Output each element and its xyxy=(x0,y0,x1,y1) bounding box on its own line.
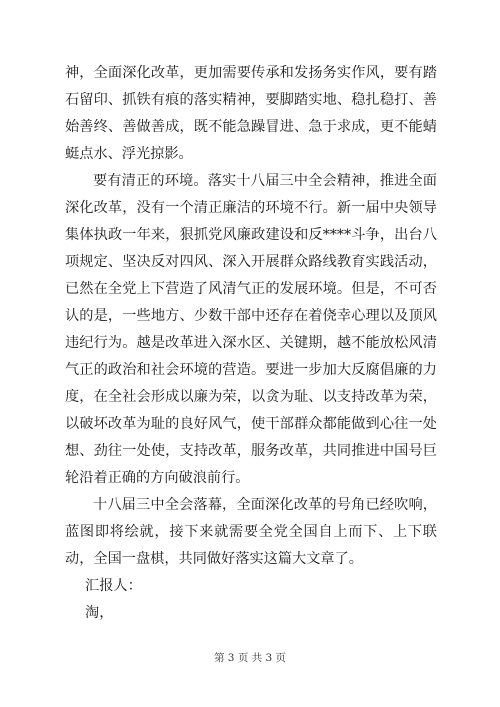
reporter-label: 汇报人： xyxy=(85,578,142,594)
paragraph-conclusion: 十八届三中全会落幕，全面深化改革的号角已经吹响，蓝图即将绘就，接下来就需要全党全国自上而下、上下联动，全国一盘棋，共同做好落实这篇大文章了。 xyxy=(65,497,437,567)
paragraph-continuation: 神，全面深化改革，更加需要传承和发扬务实作风，要有踏石留印、抓铁有痕的落实精神，要脚踏实地、稳扎稳打、善始善终、善做善成，既不能急躁冒进、急于求成，更不能蜻蜓点水、浮光掠影。 xyxy=(65,65,437,162)
paragraph-clean-environment: 要有清正的环境。落实十八届三中全会精神，推进全面深化改革，没有一个清正廉洁的环境不行。新一届中央领导集体执政一年来，狠抓党风廉政建设和反****斗争，出台八项规定、坚决反对四风、深入开展群众路线教育实践活动，已然在全党上下营造了风清气正的发展环境。但是，不可否认的是，一些地方、少数干部中还存在着侥幸心理以及顶风违纪行为。越是改革进入深水区、关键期，越不能放松风清气正的政治和社会环境的营造。要进一步加大反腐倡廉的力度，在全社会形成以廉为荣，以贪为耻、以支持改革为荣，以破坏改革为耻的良好风气，使干部群众都能做到心往一处想、劲往一处使，支持改革，服务改革，共同推进中国号巨轮沿着正确的方向破浪前行。 xyxy=(65,173,437,486)
reporter-name: 淘， xyxy=(85,605,114,621)
page-footer: 第 3 页 共 3 页 xyxy=(213,652,287,664)
document-body xyxy=(65,60,437,627)
